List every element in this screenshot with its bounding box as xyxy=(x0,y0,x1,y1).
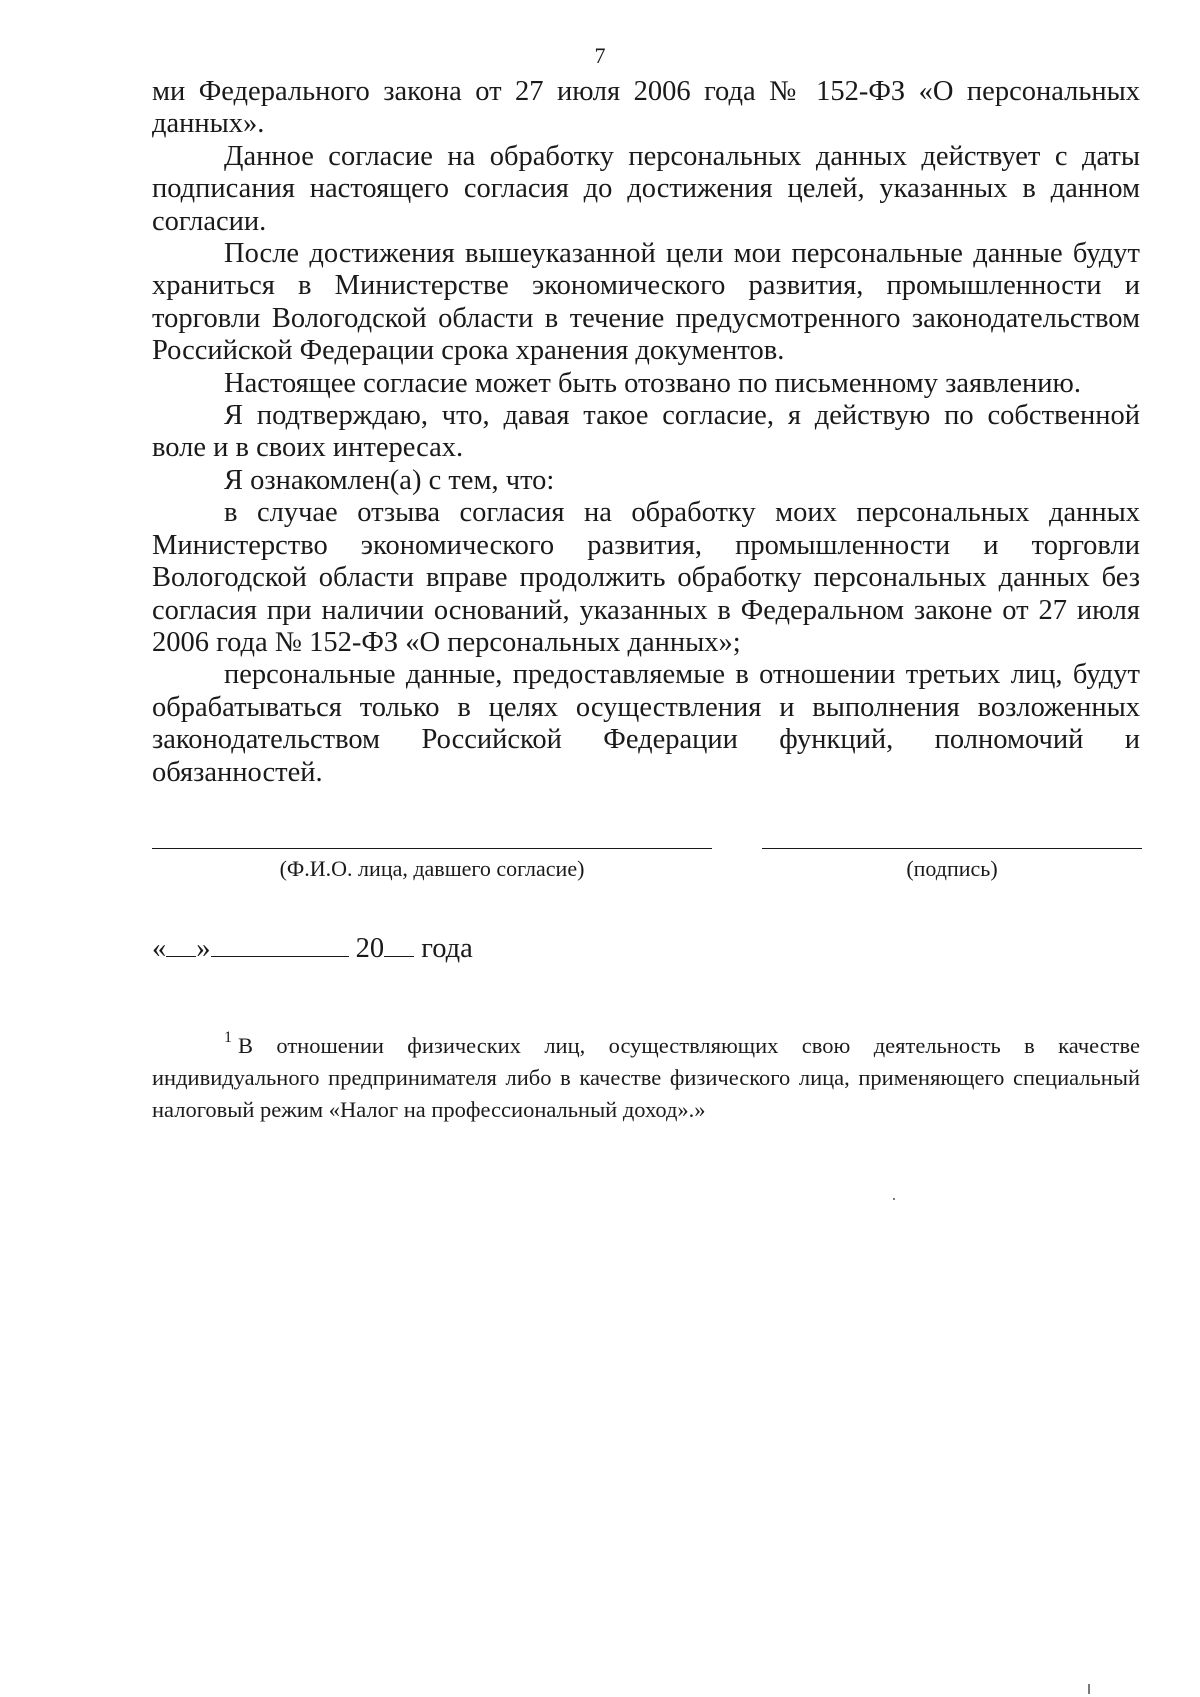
paragraph-validity-period: Данное согласие на обработку персональных данных действует с даты подписания настоящего согласия до достижения целей, указанных в данном согласии. xyxy=(152,140,1140,237)
page-number: 7 xyxy=(594,43,606,68)
paragraph-storage: После достижения вышеуказанной цели мои персональные данные будут храниться в Министерстве экономического развития, промышленности и торговли Вологодской области в течение предусмотренного законодательством Российской Федерации срока хранения документов. xyxy=(152,238,1140,367)
day-blank xyxy=(166,932,196,957)
scan-speck xyxy=(893,1198,895,1200)
footnote-marker: 1 xyxy=(224,1029,232,1046)
signature-line xyxy=(762,848,1142,849)
year-prefix: 20 xyxy=(355,933,385,964)
footnote-text: В отношении физических лиц, осуществляющих свою деятельность в качестве индивидуального предпринимателя либо в качестве физического лица, применяющего специальный налоговый режим «Налог на профессиональный доход».» xyxy=(152,1033,1140,1122)
paragraph-revocation: Настоящее согласие может быть отозвано по письменному заявлению. xyxy=(224,367,1081,399)
paragraph-free-will: Я подтверждаю, что, давая такое согласие, я действую по собственной воле и в своих интересах. xyxy=(152,400,1140,464)
paragraph-continuation: ми Федерального закона от 27 июля 2006 года № 152-ФЗ «О персональных данных». xyxy=(152,76,1140,140)
paragraph-revocation-consequences: в случае отзыва согласия на обработку моих персональных данных Министерство экономического развития, промышленности и торговли Вологодской области вправе продолжить обработку персональных данных без согласия при наличии оснований, указанных в Федеральном законе от 27 июля 2006 года № 152-ФЗ «О персональных данных»; xyxy=(152,497,1140,658)
paragraph-third-parties: персональные данные, предоставляемые в отношении третьих лиц, будут обрабатываться только в целях осуществления и выполнения возложенных законодательством Российской Федерации функций, полномочий и обязанностей. xyxy=(152,659,1140,788)
name-caption: (Ф.И.О. лица, давшего согласие) xyxy=(279,856,585,881)
date-line xyxy=(152,932,473,966)
paragraph-acknowledgement: Я ознакомлен(а) с тем, что: xyxy=(224,464,555,496)
scan-speck xyxy=(1088,1684,1090,1694)
month-blank xyxy=(211,932,349,957)
signature-caption: (подпись) xyxy=(906,856,998,881)
name-signature-line xyxy=(152,848,712,849)
year-blank xyxy=(384,932,414,957)
year-word: года xyxy=(421,933,473,964)
document-body xyxy=(152,76,1140,789)
date-open-quote: « xyxy=(152,933,167,964)
footnote xyxy=(152,1030,1140,1126)
date-close-quote: » xyxy=(196,933,211,964)
